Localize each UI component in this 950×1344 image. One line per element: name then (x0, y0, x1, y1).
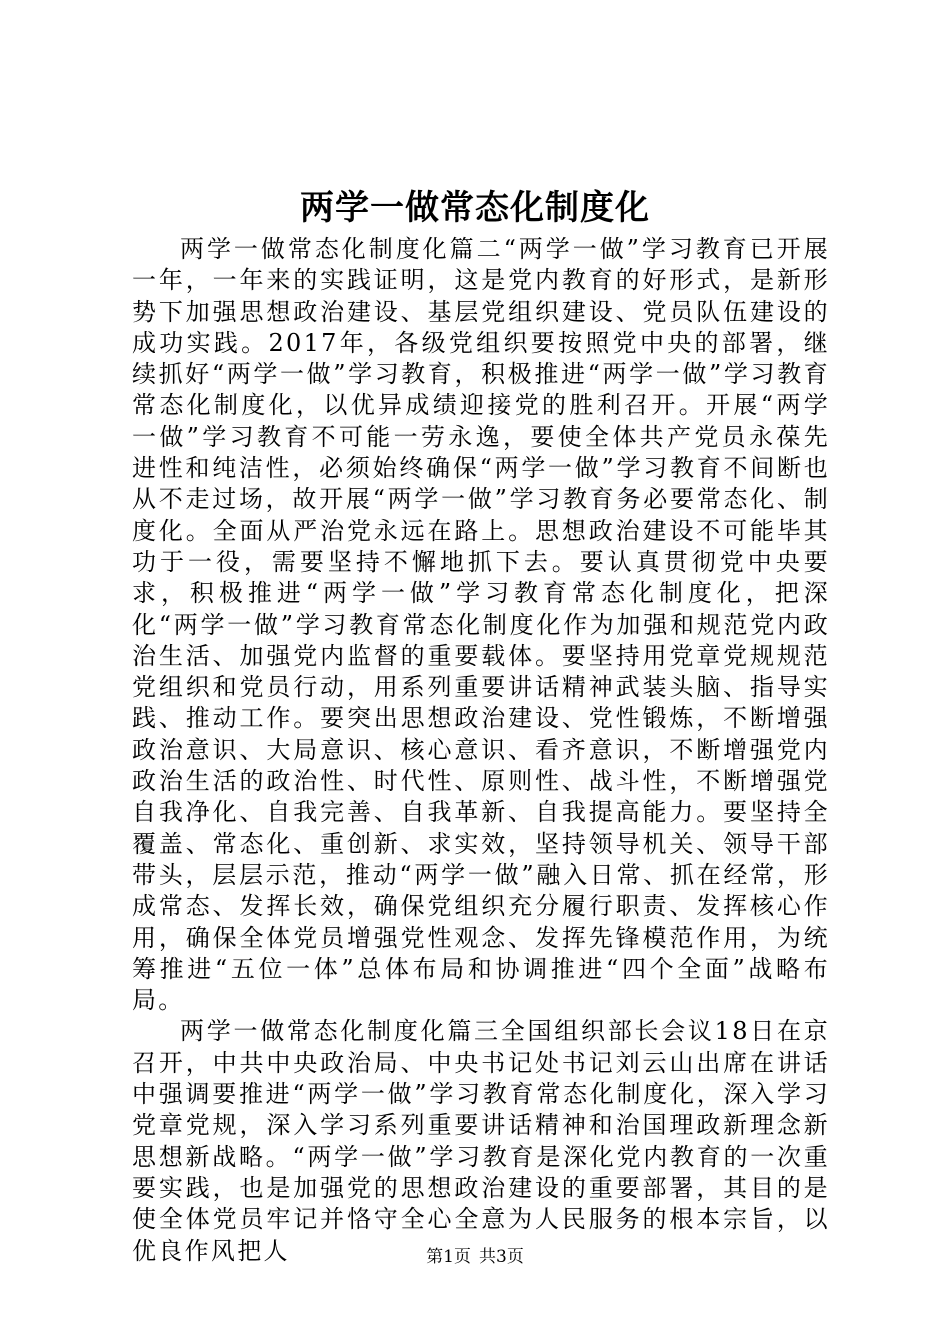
page-number-total: 共3页 (479, 1247, 524, 1267)
paragraph-1: 两学一做常态化制度化篇二“两学一做”学习教育已开展一年，一年来的实践证明，这是党内教育的好形式，是新形势下加强思想政治建设、基层党组织建设、党员队伍建设的成功实践。2017年，各级党组织要按照党中央的部署，继续抓好“两学一做”学习教育，积极推进“两学一做”学习教育常态化制度化，以优异成绩迎接党的胜利召开。开展“两学一做”学习教育不可能一劳永逸，要使全体共产党员永葆先进性和纯洁性，必须始终确保“两学一做”学习教育不间断也从不走过场，故开展“两学一做”学习教育务必要常态化、制度化。全面从严治党永远在路上。思想政治建设不可能毕其功于一役，需要坚持不懈地抓下去。要认真贯彻党中央要求，积极推进“两学一做”学习教育常态化制度化，把深化“两学一做”学习教育常态化制度化作为加强和规范党内政治生活、加强党内监督的重要载体。要坚持用党章党规规范党组织和党员行动，用系列重要讲话精神武装头脑、指导实践、推动工作。要突出思想政治建设、党性锻炼，不断增强政治意识、大局意识、核心意识、看齐意识，不断增强党内政治生活的政治性、时代性、原则性、战斗性，不断增强党自我净化、自我完善、自我革新、自我提高能力。要坚持全覆盖、常态化、重创新、求实效，坚持领导机关、领导干部带头，层层示范，推动“两学一做”融入日常、抓在经常，形成常态、发挥长效，确保党组织充分履行职责、发挥核心作用，确保全体党员增强党性观念、发挥先锋模范作用，为统筹推进“五位一体”总体布局和协调推进“四个全面”战略布局。 (132, 235, 830, 1015)
document-body (132, 234, 830, 1267)
document-title: 两学一做常态化制度化 (300, 188, 650, 228)
page-number-current: 第1页 (426, 1247, 471, 1267)
paragraph-2: 两学一做常态化制度化篇三全国组织部长会议18日在京召开，中共中央政治局、中央书记处书记刘云山出席在讲话中强调要推进“两学一做”学习教育常态化制度化，深入学习党章党规，深入学习系列重要讲话精神和治国理政新理念新思想新战略。“两学一做”学习教育是深化党内教育的一次重要实践，也是加强党的思想政治建设的重要部署，其目的是使全体党员牢记并恪守全心全意为人民服务的根本宗旨，以优良作风把人 (132, 1017, 830, 1265)
page-footer (0, 1246, 950, 1268)
